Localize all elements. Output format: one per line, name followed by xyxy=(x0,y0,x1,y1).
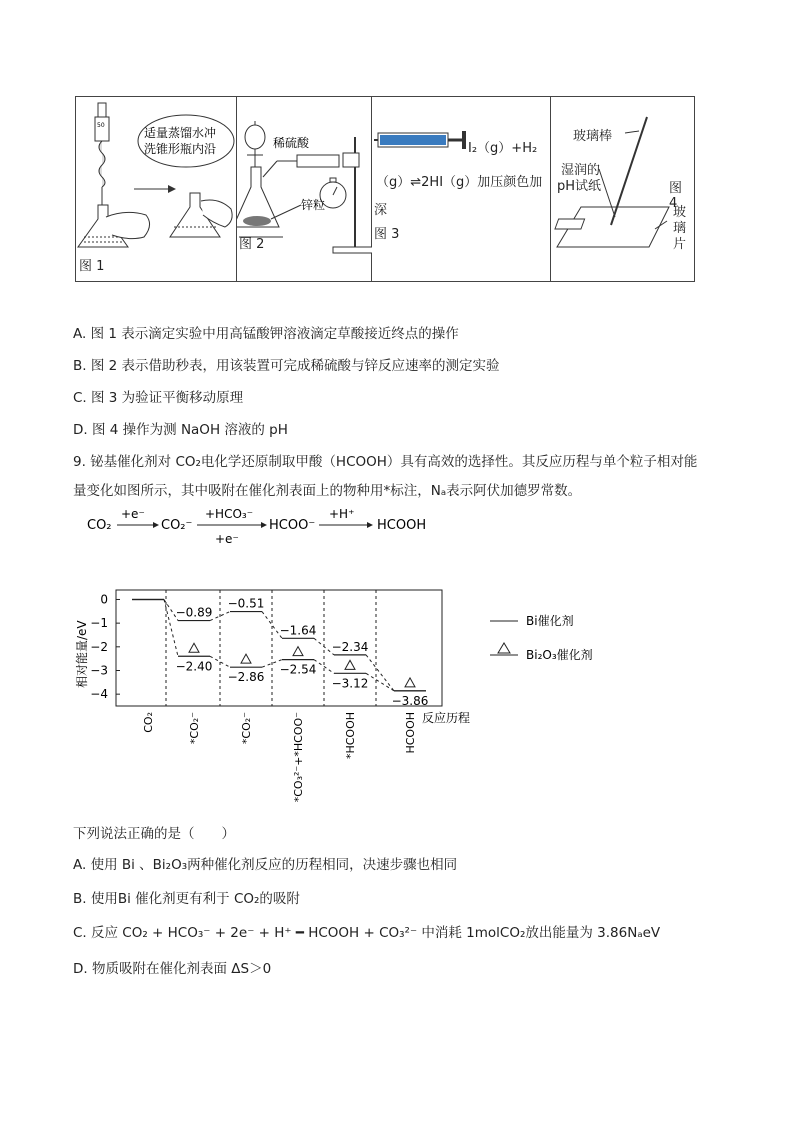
svg-text:50: 50 xyxy=(97,122,105,129)
y-tick-label: −4 xyxy=(90,687,108,702)
energy-profile-chart xyxy=(70,580,630,810)
category-label: *CO₃²⁻+*HCOO⁻ xyxy=(292,712,305,803)
species-hcoo: HCOO⁻ xyxy=(269,518,316,533)
energy-value-label: −0.51 xyxy=(227,596,265,611)
figure-1-caption: 图 1 xyxy=(79,259,105,274)
figure-4-caption: 图 4 xyxy=(669,181,683,211)
energy-value-label: −0.89 xyxy=(175,605,213,620)
legend-triangle-icon xyxy=(498,643,510,653)
arrow2-bottom-label: +e⁻ xyxy=(215,532,239,546)
energy-connector xyxy=(314,660,334,674)
arrow3-label: +H⁺ xyxy=(329,507,355,521)
fig3-text-line1: I₂（g）+H₂ xyxy=(468,141,538,156)
figure-2 xyxy=(237,97,372,281)
q9-stem-line-1: 9. 铋基催化剂对 CO₂电化学还原制取甲酸（HCOOH）具有高效的选择性。其反应历程与单个粒子相对能 xyxy=(73,454,698,470)
bi2o3-marker xyxy=(293,647,303,656)
bi2o3-marker xyxy=(405,678,415,687)
fig3-text-line2: （g）⇌2HI（g）加压颜色加 xyxy=(376,175,543,190)
figure-3-caption: 图 3 xyxy=(374,227,400,242)
energy-value-label: −3.86 xyxy=(391,693,429,708)
species-co2: CO₂ xyxy=(87,518,112,533)
figure-4 xyxy=(551,97,694,281)
figure-2-caption: 图 2 xyxy=(239,237,265,252)
species-co2-anion: CO₂⁻ xyxy=(161,518,193,533)
x-axis-label: 反应历程 xyxy=(422,711,471,725)
q8-option-b: B. 图 2 表示借助秒表，用该装置可完成稀硫酸与锌反应速率的测定实验 xyxy=(73,358,500,374)
q8-option-d: D. 图 4 操作为测 NaOH 溶液的 pH xyxy=(73,422,288,438)
energy-value-label: −3.12 xyxy=(331,676,369,691)
y-tick-label: 0 xyxy=(100,592,108,607)
category-label: *CO₂⁻ xyxy=(240,712,253,745)
energy-value-label: −2.34 xyxy=(331,639,369,654)
label-glass-slide-2: 璃 xyxy=(673,221,687,236)
label-glass-slide-1: 玻 xyxy=(673,205,687,220)
reaction-rate-apparatus xyxy=(237,97,372,281)
energy-connector xyxy=(366,673,394,691)
category-label: *CO₂⁻ xyxy=(188,712,201,745)
label-glass-rod: 玻璃棒 xyxy=(573,129,613,144)
q9-option-d: D. 物质吸附在催化剂表面 ΔS＞0 xyxy=(73,961,272,977)
q8-option-c: C. 图 3 为验证平衡移动原理 xyxy=(73,390,244,406)
energy-connector xyxy=(366,655,394,691)
arrow1-label: +e⁻ xyxy=(121,507,145,521)
bi2o3-marker xyxy=(189,643,199,652)
y-axis-label: 相对能量/eV xyxy=(75,620,89,688)
category-label: CO₂ xyxy=(142,712,155,733)
q9-option-c: C. 反应 CO₂ + HCO₃⁻ + 2e⁻ + H⁺ ━ HCOOH + CO₃²⁻ 中消耗 1molCO₂放出能量为 3.86NₐeV xyxy=(73,925,661,941)
bi2o3-marker xyxy=(241,654,251,663)
bubble-line-1: 适量蒸馏水冲 xyxy=(144,126,217,140)
label-dilute-acid: 稀硫酸 xyxy=(273,136,310,150)
category-label: HCOOH xyxy=(404,712,417,754)
energy-value-label: −2.40 xyxy=(175,659,213,674)
fig3-text-line3: 深 xyxy=(374,203,388,218)
label-zinc: 锌粒 xyxy=(301,198,326,212)
titration-illustration xyxy=(76,97,237,281)
q9-question: 下列说法正确的是（ ） xyxy=(73,826,235,842)
figure-panel xyxy=(75,96,695,282)
y-tick-label: −3 xyxy=(90,663,108,678)
q9-option-b: B. 使用Bi 催化剂更有利于 CO₂的吸附 xyxy=(73,891,300,907)
q9-option-a: A. 使用 Bi 、Bi₂O₃两种催化剂反应的历程相同，决速步骤也相同 xyxy=(73,857,458,873)
arrow2-top-label: +HCO₃⁻ xyxy=(205,507,254,521)
bubble-line-2: 洗锥形瓶内沿 xyxy=(144,142,217,156)
y-tick-label: −1 xyxy=(90,616,108,631)
q8-option-a: A. 图 1 表示滴定实验中用高锰酸钾溶液滴定草酸接近终点的操作 xyxy=(73,326,459,342)
energy-value-label: −2.54 xyxy=(279,662,317,677)
legend-bi2o3-label: Bi₂O₃催化剂 xyxy=(526,648,593,662)
category-label: *HCOOH xyxy=(344,712,357,760)
plot-frame xyxy=(116,590,442,706)
reaction-scheme xyxy=(85,505,445,549)
q9-stem-line-2: 量变化如图所示，其中吸附在催化剂表面上的物种用*标注，Nₐ表示阿伏加德罗常数。 xyxy=(73,483,582,499)
label-glass-slide-3: 片 xyxy=(673,237,687,252)
label-ph-paper-2: pH试纸 xyxy=(557,179,602,194)
figure-3 xyxy=(372,97,551,281)
energy-value-label: −1.64 xyxy=(279,623,317,638)
figure-1 xyxy=(76,97,237,281)
y-tick-label: −2 xyxy=(90,639,108,654)
energy-value-label: −2.86 xyxy=(227,670,265,685)
bi2o3-marker xyxy=(345,660,355,669)
label-ph-paper-1: 湿润的 xyxy=(561,163,601,178)
legend-bi-label: Bi催化剂 xyxy=(526,614,574,628)
species-hcooh: HCOOH xyxy=(377,518,427,533)
